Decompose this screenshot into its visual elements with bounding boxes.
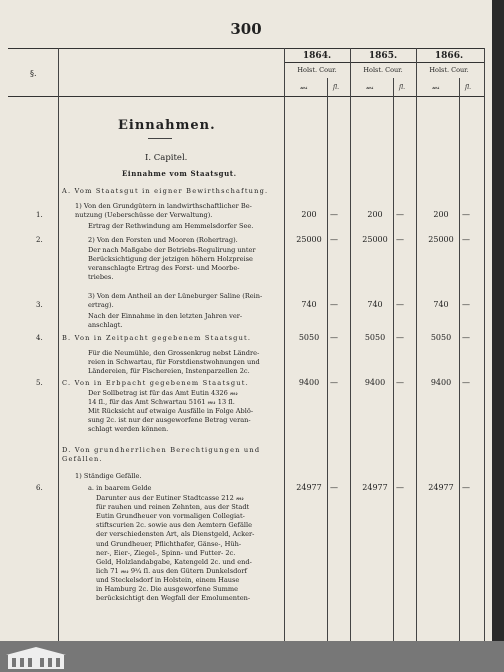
- row-text-line: 1) Von den Grundgütern in landwirthschaftlicher Be-: [75, 202, 252, 210]
- row-text-line: Ländereien, für Fischereien, Instenparzellen 2c.: [88, 367, 250, 376]
- unit-fl-1865: ſl.: [399, 84, 406, 91]
- chapter-subtitle: Einnahme vom Staatsgut.: [122, 169, 237, 178]
- chapter-heading: I. Capitel.: [145, 153, 188, 163]
- year-1866: 1866.: [434, 51, 464, 61]
- section-number: 5.: [36, 379, 43, 387]
- section-header: §.: [30, 69, 37, 78]
- fl-dash: —: [330, 333, 338, 342]
- col-rule-1865: [350, 48, 351, 641]
- row-text-line: reien in Schwartau, für Forstdienstwohnungen und: [88, 358, 260, 367]
- row-text-line: und Grundheuer, Pflichthafer, Gänse-, Hüh-: [96, 539, 242, 548]
- fl-dash: —: [330, 483, 338, 492]
- row-text-line: ertrag).: [88, 301, 114, 310]
- row-text-line: Der Sollbetrag ist für das Amt Eutin 4326 𝓂𝓈: [88, 389, 238, 397]
- fl-dash: —: [462, 235, 470, 244]
- row-text-line: sung 2c. ist nur der ausgeworfene Betrag veran-: [88, 416, 251, 425]
- fl-dash: —: [462, 333, 470, 342]
- unit-fl-1864: ſl.: [333, 84, 340, 91]
- amount-value: 24977: [362, 483, 388, 492]
- col-rule-1865-fl: [393, 78, 394, 641]
- fl-dash: —: [330, 300, 338, 310]
- amount-value: 200: [433, 210, 449, 220]
- row-text-line: triebes.: [88, 273, 114, 282]
- amount-value: 5050: [364, 333, 386, 342]
- amount-value: 200: [367, 210, 383, 220]
- row-text-line: C. Von in Erbpacht gegebenem Staatsgut.: [62, 379, 249, 387]
- row-text-line: 3) Von dem Antheil an der Lüneburger Saline (Rein-: [88, 292, 263, 300]
- col-rule-1866-fl: [459, 78, 460, 641]
- row-text-line: für rauhen und reinen Zehnten, aus der Stadt: [96, 503, 250, 512]
- row-text-line: Ertrag der Rethwindung am Hemmelsdorfer See.: [88, 222, 254, 230]
- amount-value: 24977: [428, 483, 454, 492]
- row-text-line: ner-, Eier-, Ziegel-, Spinn- und Futter- 2c.: [96, 548, 236, 557]
- amount-value: 740: [301, 300, 317, 310]
- library-building-logo: [4, 645, 68, 671]
- row-text-line: schlagt werden können.: [88, 425, 169, 434]
- amount-value: 5050: [430, 333, 452, 342]
- fl-dash: —: [462, 378, 470, 387]
- scan-edge: [492, 0, 504, 641]
- fl-dash: —: [330, 378, 338, 387]
- row-text-line: 14 ſl., für das Amt Schwartau 5161 𝓂𝓈 13 ſl.: [88, 398, 235, 407]
- fl-dash: —: [396, 300, 404, 310]
- row-text-line: und Steckelsdorf in Holstein, einem Hause: [96, 575, 240, 584]
- amount-value: 25000: [362, 235, 388, 244]
- section-number: 2.: [36, 236, 43, 244]
- amount-value: 740: [433, 300, 449, 310]
- unit-fl-1866: ſl.: [465, 84, 472, 91]
- amount-value: 9400: [430, 378, 452, 387]
- row-text-line: D. Von grundherrlichen Berechtigungen und: [62, 446, 261, 454]
- row-text-line: der verschiedensten Art, als Dienstgeld, Acker-: [96, 530, 255, 539]
- fl-dash: —: [396, 235, 404, 244]
- fl-dash: —: [396, 333, 404, 342]
- row-text-line: Für die Neumühle, den Grossenkrug nebst Ländre-: [88, 349, 260, 357]
- unit-mark-1864: 𝓂𝓈: [300, 84, 308, 91]
- amount-value: 200: [301, 210, 317, 220]
- fl-dash: —: [396, 210, 404, 220]
- section-number: 6.: [36, 484, 43, 492]
- amount-value: 24977: [296, 483, 322, 492]
- row-text-line: 1) Ständige Gefälle.: [75, 472, 142, 480]
- amount-value: 9400: [364, 378, 386, 387]
- fl-dash: —: [462, 483, 470, 492]
- title-underline: [148, 138, 172, 139]
- currency-1864: Holst. Cour.: [297, 66, 337, 74]
- year-underline: [284, 62, 484, 63]
- amount-value: 740: [367, 300, 383, 310]
- row-text-line: Der nach Maßgabe der Betriebs-Regulirung unter: [88, 246, 256, 254]
- fl-dash: —: [396, 483, 404, 492]
- row-text-line: lich 71 𝓂𝓈 9³⁄₄ ſl. aus den Gütern Dunkelsdorf: [96, 566, 247, 575]
- row-text-line: Darunter aus der Eutiner Stadtcasse 212 𝓂𝓈: [96, 494, 244, 502]
- fl-dash: —: [462, 300, 470, 310]
- row-text-line: veranschlagte Ertrag des Forst- und Moorbe-: [88, 264, 240, 273]
- currency-1865: Holst. Cour.: [363, 66, 403, 74]
- amount-value: 25000: [428, 235, 454, 244]
- viewer-footer: [0, 641, 504, 672]
- row-text-line: nutzung (Ueberschüsse der Verwaltung).: [75, 211, 213, 220]
- section-number: 1.: [36, 211, 43, 220]
- section-number: 3.: [36, 301, 43, 310]
- row-text-line: 2) Von den Forsten und Mooren (Rohertrag).: [88, 236, 238, 244]
- col-rule-desc: [284, 48, 285, 641]
- row-text-line: Berücksichtigung der jetzigen höhern Holzpreise: [88, 255, 253, 264]
- row-text-line: in Hamburg 2c. Die ausgeworfene Summe: [96, 585, 239, 593]
- fl-dash: —: [462, 210, 470, 220]
- col-rule-1866: [416, 48, 417, 641]
- row-text-line: anschlagt.: [88, 321, 123, 330]
- row-text-line: Gefällen.: [62, 455, 103, 464]
- section-title: Einnahmen.: [118, 118, 216, 133]
- unit-mark-1865: 𝓂𝓈: [366, 84, 374, 91]
- currency-1866: Holst. Cour.: [429, 66, 469, 74]
- row-text-line: A. Vom Staatsgut in eigner Bewirthschaftung.: [62, 187, 269, 195]
- header-top-rule: [8, 48, 484, 49]
- row-text-line: Mit Rücksicht auf etwaige Ausfälle in Folge Ablö-: [88, 407, 254, 416]
- row-text-line: Eutin Grundheuer von vormaligen Collegiat-: [96, 512, 245, 521]
- unit-mark-1866: 𝓂𝓈: [432, 84, 440, 91]
- row-text-line: stiftscurien 2c. sowie aus den Aemtern Gefälle: [96, 521, 252, 530]
- page-number: 300: [230, 20, 262, 38]
- year-1865: 1865.: [368, 51, 398, 61]
- row-text-line: B. Von in Zeitpacht gegebenem Staatsgut.: [62, 334, 252, 342]
- col-rule-1864-fl: [327, 78, 328, 641]
- amount-value: 5050: [298, 333, 320, 342]
- col-rule-right: [484, 48, 485, 641]
- amount-value: 9400: [298, 378, 320, 387]
- row-text-line: Geld, Holzlandabgabe, Katengeld 2c. und end-: [96, 557, 252, 566]
- amount-value: 25000: [296, 235, 322, 244]
- row-text-line: berücksichtigt den Wegfall der Emolumenten-: [96, 594, 251, 603]
- fl-dash: —: [330, 235, 338, 244]
- header-bottom-rule: [8, 96, 484, 97]
- year-1864: 1864.: [302, 51, 332, 61]
- fl-dash: —: [396, 378, 404, 387]
- section-number: 4.: [36, 334, 43, 342]
- row-text-line: Nach der Einnahme in den letzten Jahren ver-: [88, 312, 243, 320]
- row-text-line: a. in baarem Gelde: [88, 484, 152, 492]
- col-rule-section: [58, 48, 59, 641]
- fl-dash: —: [330, 210, 338, 220]
